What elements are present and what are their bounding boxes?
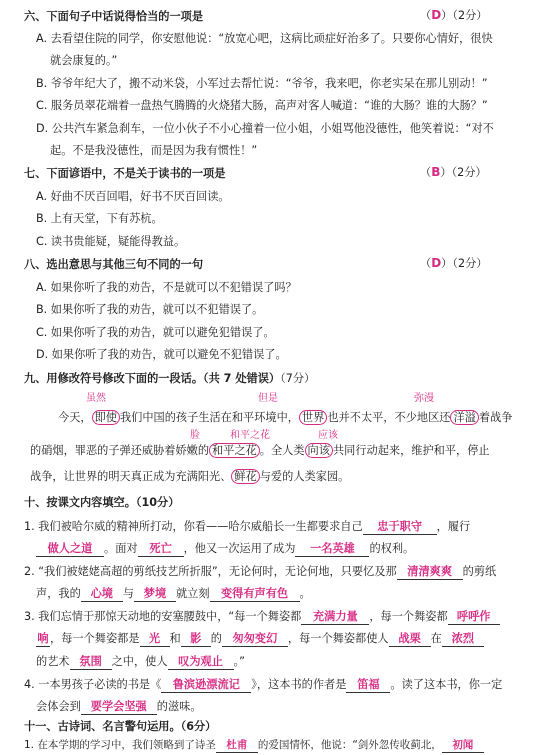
q10-item3-line1 <box>24 608 500 625</box>
q10-4-text-5: 的滋味。 <box>156 700 202 713</box>
q10-4-text-3: 。读了这本书，你一定 <box>390 678 503 691</box>
q10-item2-line2 <box>36 585 311 602</box>
q8-points: （2分） <box>452 257 488 270</box>
q10-title: 十、按课文内容填空。（10分） <box>24 496 180 509</box>
q6-points: （2分） <box>452 9 488 22</box>
q10-3-text-10: 。” <box>233 655 245 668</box>
q10-3-blank-8: 氛围 <box>70 653 112 670</box>
q10-2-text-2: 的剪纸 <box>462 565 497 578</box>
q9-mark-lian: 脸 <box>190 430 200 441</box>
q9-l1-circled-yangyi: 洋溢 <box>450 410 478 425</box>
q11-1-blank-2: 初闻 <box>442 737 484 753</box>
q10-2-blank-4: 变得有声有色 <box>210 585 300 602</box>
q10-1-text-1: 1. 我们被哈尔威的精神所打动，你看——哈尔威船长一生都要求自己 <box>24 520 363 533</box>
q10-3-blank-3: 光 <box>140 630 170 647</box>
q9-mark-miman: 弥漫 <box>414 393 434 404</box>
q9-mark-danshi: 但是 <box>258 393 278 404</box>
q7-option-a: A. 好曲不厌百回唱，好书不厌百回读。 <box>36 190 230 203</box>
q10-4-blank-3: 要学会坚强 <box>81 698 157 715</box>
q11-1-blank-1: 杜甫 <box>216 737 258 753</box>
q6-option-a-cont: 就会康复的。” <box>50 54 118 67</box>
q10-2-text-1: 2. “我们被姥姥高超的剪纸技艺所折服”，无论何时，无论何地，只要忆及那 <box>24 565 397 578</box>
q9-line-2 <box>30 442 490 458</box>
q10-3-text-5: 的 <box>210 632 222 645</box>
q10-item1-line2 <box>36 540 414 557</box>
q10-1-text-4: ，他又一次运用了成为 <box>183 542 296 555</box>
q7-answer-box: （B）（2分） <box>420 165 487 179</box>
q10-1-blank-1: 忠于职守 <box>363 518 437 535</box>
q10-4-blank-2: 笛福 <box>346 676 390 693</box>
q6-title: 六、下面句子中话说得恰当的一项是 <box>24 10 204 23</box>
q10-item4-line2 <box>36 698 202 715</box>
q9-l2-text-e: 共同行动起来，维护和平，停止 <box>332 444 490 457</box>
q9-l3-text-a: 战争，让世界的明天真正成为充满阳光、 <box>30 470 232 483</box>
q11-item1-line1 <box>24 737 484 753</box>
q9-l2-circled-heping: 和平之花 <box>209 443 260 458</box>
q10-3-text-1: 3. 我们忘情于那惊天动地的安塞腰鼓中，“每一个舞姿都 <box>24 610 302 623</box>
q6-option-c: C. 服务员翠花端着一盘热气腾腾的火烧猪大肠，高声对客人喊道：“谁的大肠？谁的大肠？” <box>36 99 488 112</box>
q6-option-d-cont: 起。不是我没德性，而是因为我有惯性！” <box>50 144 258 157</box>
q9-mark-hepingzhihua: 和平之花 <box>230 430 270 441</box>
q10-1-blank-2: 做人之道 <box>36 540 104 557</box>
q10-1-text-3: 。面对 <box>104 542 138 555</box>
q7-title: 七、下面谚语中，不是关于读书的一项是 <box>24 167 226 180</box>
q10-item3-line3 <box>36 653 245 670</box>
q8-option-c: C. 如果你听了我的劝告，就可以避免犯错误了。 <box>36 326 275 339</box>
q10-4-blank-1: 鲁滨逊漂流记 <box>161 676 251 693</box>
q10-3-text-6: ，每一个舞姿都使人 <box>287 632 389 645</box>
q7-option-c: C. 读书贵能疑，疑能得教益。 <box>36 235 186 248</box>
q6-option-a: A. 去看望住院的同学，你安慰他说：“放宽心吧，这病比顽症好治多了。只要你心情好，很快 <box>36 32 493 45</box>
q10-1-text-5: 的权利。 <box>369 542 415 555</box>
q9-l3-circled-xianhua: 鲜花 <box>231 469 259 484</box>
q10-item3-line2 <box>36 630 484 647</box>
q10-2-text-5: 就立刻 <box>175 587 210 600</box>
q8-option-a: A. 如果你听了我的劝告，不是就可以不犯错误了吗？ <box>36 281 297 294</box>
q10-3-text-3: ，每一个舞姿都是 <box>50 632 140 645</box>
q10-3-blank-4: 影 <box>181 630 211 647</box>
q11-1-text-1: 1. 在本学期的学习中，我们领略到了诗圣 <box>24 739 216 751</box>
q10-2-text-3: 声，我的 <box>36 587 81 600</box>
q6-answer-box: （D）（2分） <box>420 8 488 22</box>
q6-option-d: D. 公共汽车紧急刹车，一位小伙子不小心撞着一位小姐，小姐骂他没德性，他笑着说：“对不 <box>36 122 494 135</box>
q9-l1-text-g: 着战争 <box>478 411 513 424</box>
q10-item4-line1 <box>24 676 502 693</box>
q10-item2-line1 <box>24 563 496 580</box>
q7-answer: B <box>431 165 441 179</box>
q10-3-text-7: 在 <box>430 632 442 645</box>
q9-l2-text-a: 的硝烟，罪恶的子弹还威胁着娇嫩的 <box>30 444 210 457</box>
q8-option-b: B. 如果你听了我的劝告，就可以不犯错误了。 <box>36 303 264 316</box>
q10-2-blank-3: 梦境 <box>134 585 176 602</box>
q9-l2-circled-xianggai: 向该 <box>305 443 333 458</box>
q9-l1-text-a: 今天， <box>58 411 92 424</box>
q7-option-b: B. 上有天堂，下有苏杭。 <box>36 212 163 225</box>
q10-3-text-2: ，每一个舞姿都 <box>369 610 448 623</box>
q9-l2-text-c: 。全人类 <box>259 444 305 457</box>
q10-3-blank-9: 叹为观止 <box>168 653 234 670</box>
q8-answer-box: （D）（2分） <box>420 256 488 270</box>
q10-1-blank-4: 一名英雄 <box>295 540 369 557</box>
q9-l1-circled-jishi: 即使 <box>92 410 120 425</box>
q10-2-blank-1: 清清爽爽 <box>397 563 463 580</box>
q10-3-blank-6: 战栗 <box>389 630 431 647</box>
q7-points: （2分） <box>451 166 487 179</box>
q10-2-blank-2: 心境 <box>81 585 123 602</box>
q9-l3-text-c: 与爱的人类家园。 <box>259 470 350 483</box>
q10-4-text-4: 会体会到 <box>36 700 81 713</box>
q9-l1-circled-shijie: 世界 <box>299 410 327 425</box>
q10-3-text-8: 的艺术 <box>36 655 70 668</box>
q11-1-text-2: 的爱国情怀，他说：“剑外忽传收蓟北， <box>257 739 442 751</box>
q10-4-text-1: 4. 一本男孩子必读的书是《 <box>24 678 162 691</box>
q9-mark-suiran: 虽然 <box>86 393 106 404</box>
q10-3-text-4: 和 <box>169 632 181 645</box>
q9-title: 九、用修改符号修改下面的一段话。（共 7 处错误） <box>24 372 281 385</box>
q10-3-blank-7: 浓烈 <box>442 630 484 647</box>
q9-title-row <box>24 370 315 386</box>
q8-option-d: D. 如果你听了我的劝告，就可以避免不犯错误了。 <box>36 348 287 361</box>
q9-points: （7分） <box>280 372 316 385</box>
q9-mark-yinggai: 应该 <box>318 430 338 441</box>
q10-1-text-2: ，履行 <box>436 520 471 533</box>
q10-3-blank-5: 匆匆变幻 <box>222 630 288 647</box>
q10-3-blank-2: 呼呼作 <box>448 608 500 625</box>
q6-answer: D <box>431 8 442 22</box>
q6-option-b: B. 爷爷年纪大了，搬不动米袋，小军过去帮忙说：“爷爷，我来吧，你老实呆在那儿别动！” <box>36 77 488 90</box>
q9-l1-text-e: 也并不太平，不少地区还 <box>327 411 451 424</box>
q9-line-3 <box>30 468 349 484</box>
q10-3-blank-1: 充满力量 <box>301 608 369 625</box>
q9-l1-text-c: 我们中国的孩子生活在和平环境中， <box>119 411 299 424</box>
q10-3-text-9: 之中，使人 <box>111 655 168 668</box>
q10-3-blank-2-cont: 响 <box>37 632 49 645</box>
q10-1-blank-3: 死亡 <box>138 540 184 557</box>
q10-2-text-4: 与 <box>122 587 134 600</box>
q8-answer: D <box>431 256 442 270</box>
q11-title: 十一、古诗词、名言警句运用。（6分） <box>24 720 217 733</box>
q10-item1-line1 <box>24 518 470 535</box>
q8-title: 八、选出意思与其他三句不同的一句 <box>24 258 204 271</box>
q10-2-text-6: 。 <box>299 587 311 600</box>
q10-4-text-2: 》，这本书的作者是 <box>251 678 347 691</box>
q9-line-1 <box>58 409 512 425</box>
